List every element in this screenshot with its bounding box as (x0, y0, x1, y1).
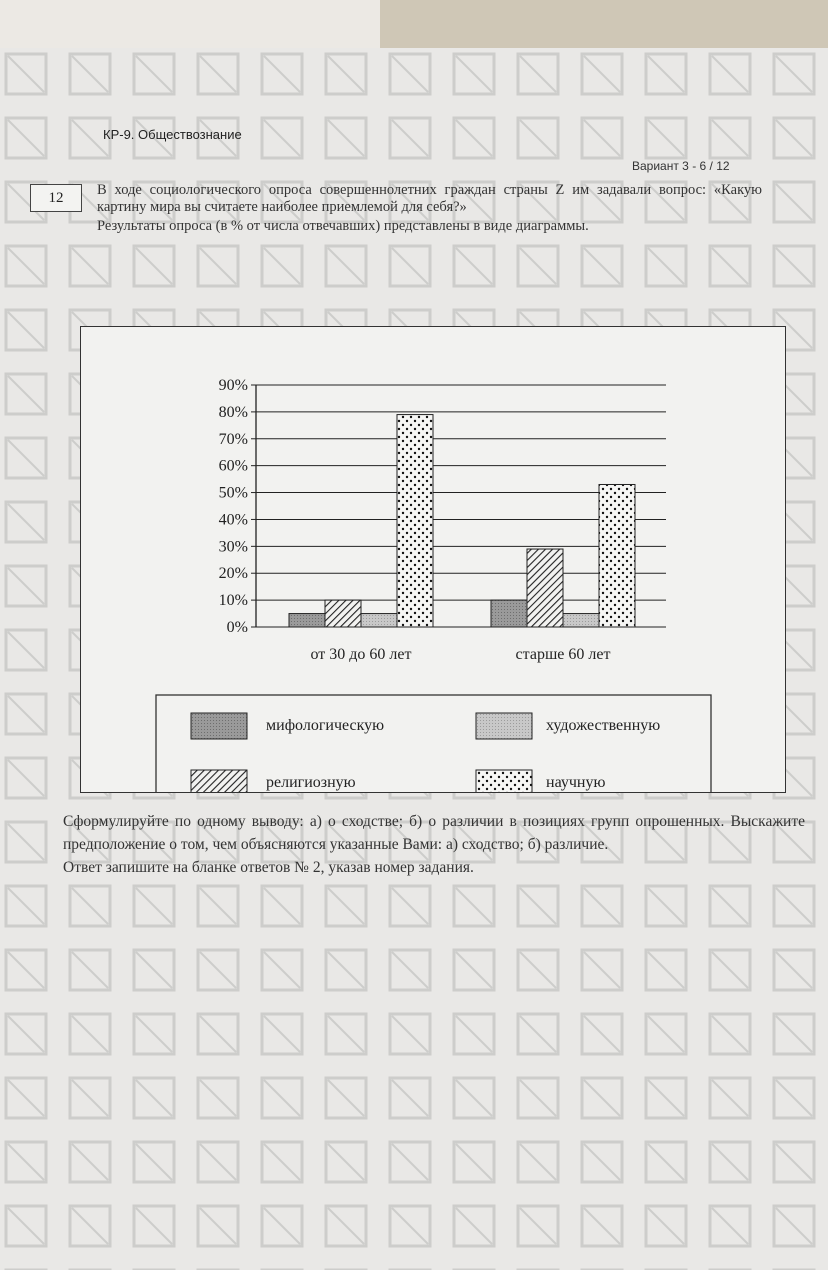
y-tick-label: 70% (218, 430, 248, 448)
question-text (97, 182, 762, 237)
y-tick-label: 40% (218, 511, 248, 529)
bar-3-group-2 (563, 614, 599, 627)
bar-4-group-1 (397, 415, 433, 627)
bar-3-group-1 (361, 614, 397, 627)
bar-1-group-2 (491, 600, 527, 627)
question-number: 12 (30, 184, 82, 212)
y-tick-label: 20% (218, 565, 248, 583)
y-tick-label: 30% (218, 538, 248, 556)
header-variant: Вариант 3 - 6 / 12 (632, 159, 730, 173)
legend-swatch (476, 713, 532, 739)
legend-label: научную (546, 774, 606, 791)
legend-label: мифологическую (266, 717, 385, 734)
legend-swatch (191, 770, 247, 792)
y-tick-label: 50% (218, 484, 248, 502)
bar-chart (81, 327, 785, 792)
legend-swatch (476, 770, 532, 792)
task-text (63, 810, 805, 879)
y-tick-label: 10% (218, 592, 248, 610)
x-category-label: от 30 до 60 лет (310, 646, 412, 663)
chart-frame (80, 326, 786, 793)
bar-2-group-2 (527, 549, 563, 627)
header-subject: КР-9. Обществознание (103, 127, 242, 142)
bar-2-group-1 (325, 600, 361, 627)
bar-4-group-2 (599, 484, 635, 627)
legend-label: религиозную (266, 774, 356, 791)
y-tick-label: 80% (218, 403, 248, 421)
bar-1-group-1 (289, 614, 325, 627)
question-paragraph-1: В ходе социологического опроса совершеннолетних граждан страны Z им задавали вопрос: «Какую картину мира вы считаете наиболее приемлемой для себя?» (97, 182, 762, 215)
x-category-label: старше 60 лет (515, 646, 611, 663)
y-tick-label: 60% (218, 457, 248, 475)
y-tick-label: 0% (226, 619, 248, 636)
legend-swatch (191, 713, 247, 739)
task-paragraph-1: Сформулируйте по одному выводу: а) о сходстве; б) о различии в позициях групп опрошенных. Выскажите предположение о том, чем объясняются указанные Вами: а) сходство; б) различие. (63, 813, 805, 853)
question-paragraph-2: Результаты опроса (в % от числа отвечавших) представлены в виде диаграммы. (97, 218, 589, 234)
y-tick-label: 90% (218, 377, 248, 394)
task-paragraph-2: Ответ запишите на бланке ответов № 2, указав номер задания. (63, 859, 474, 876)
legend-label: художественную (546, 717, 661, 734)
